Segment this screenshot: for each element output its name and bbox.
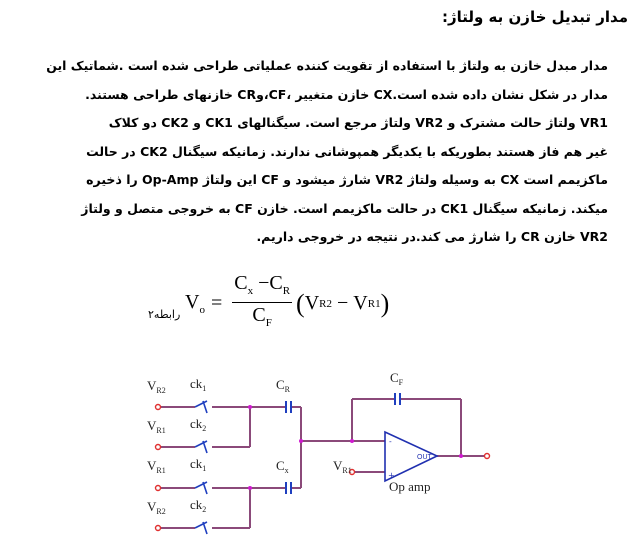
svg-text:VR2: $V_{R2}$ xyxy=(147,499,166,516)
svg-text:ck1: $ck_1$ xyxy=(190,376,207,393)
equation: $V_o$ = $\frac{C_x -C_R}{C_F}$ ( V R2 − V R1 ) xyxy=(185,272,389,335)
paragraph-line: VR1 ولتاژ حالت مشترک و VR2 ولتاژ مرجع است. سیگنالهای CK1 و CK2 دو کلاک xyxy=(108,115,608,130)
svg-text:OUT: OUT xyxy=(417,454,432,461)
svg-text:CR: $C_R$ xyxy=(276,377,291,394)
paragraph-line: مدار مبدل خازن به ولتاژ با استفاده از تقویت کننده عملیاتی طراحی شده است .شماتیک این xyxy=(46,58,608,73)
svg-text:ck1: $ck_1$ xyxy=(190,456,207,473)
svg-text:-: - xyxy=(389,437,392,446)
eq-fraction: $\frac{C_x -C_R}{C_F}$ xyxy=(234,272,291,329)
svg-text:VR1: $V_{R1}$ xyxy=(333,458,352,475)
svg-text:CF: $C_F$ xyxy=(390,370,404,387)
paragraph-line: میکند. زمانیکه سیگنال CK1 در حالت ماکزیمم است. خازن CF به خروجی متصل و ولتاژ xyxy=(81,200,608,216)
paragraph-line: غیر هم فاز هستند بطوریکه با یکدیگر همپوشانی ندارند. زمانیکه سیگنال CK2 در حالت xyxy=(86,143,608,159)
svg-text:ck2: $ck_2$ xyxy=(190,497,207,514)
svg-text:VR2: $V_{R2}$ xyxy=(147,378,166,395)
eq-lhs: $V_o$ xyxy=(185,291,205,316)
svg-text:Op amp: Op amp xyxy=(389,479,431,494)
svg-text:VR1: $V_{R1}$ xyxy=(147,418,166,435)
section-title: مدار تبدیل خازن به ولتاژ: xyxy=(441,8,628,26)
paragraph-line: VR2 خازن CR را شارژ می کند.در نتیجه در خروجی داریم. xyxy=(256,229,608,244)
paragraph-line: ماکزیمم است CX به وسیله ولتاژ VR2 شارژ میشود و CF این ولتاژ Op-Amp را ذخیره xyxy=(86,172,608,187)
paragraph-line: مدار در شکل نشان داده شده است.CX خازن متغییر ،CF،وCR خازنهای طراحی هستند. xyxy=(85,86,608,102)
svg-text:ck2: $ck_2$ xyxy=(190,416,207,433)
svg-text:Cx: $C_x$ xyxy=(276,458,289,475)
svg-text:VR1: $V_{R1}$ xyxy=(147,458,166,475)
equation-label: رابطه۲ xyxy=(148,308,181,321)
svg-text:+: + xyxy=(388,471,395,480)
